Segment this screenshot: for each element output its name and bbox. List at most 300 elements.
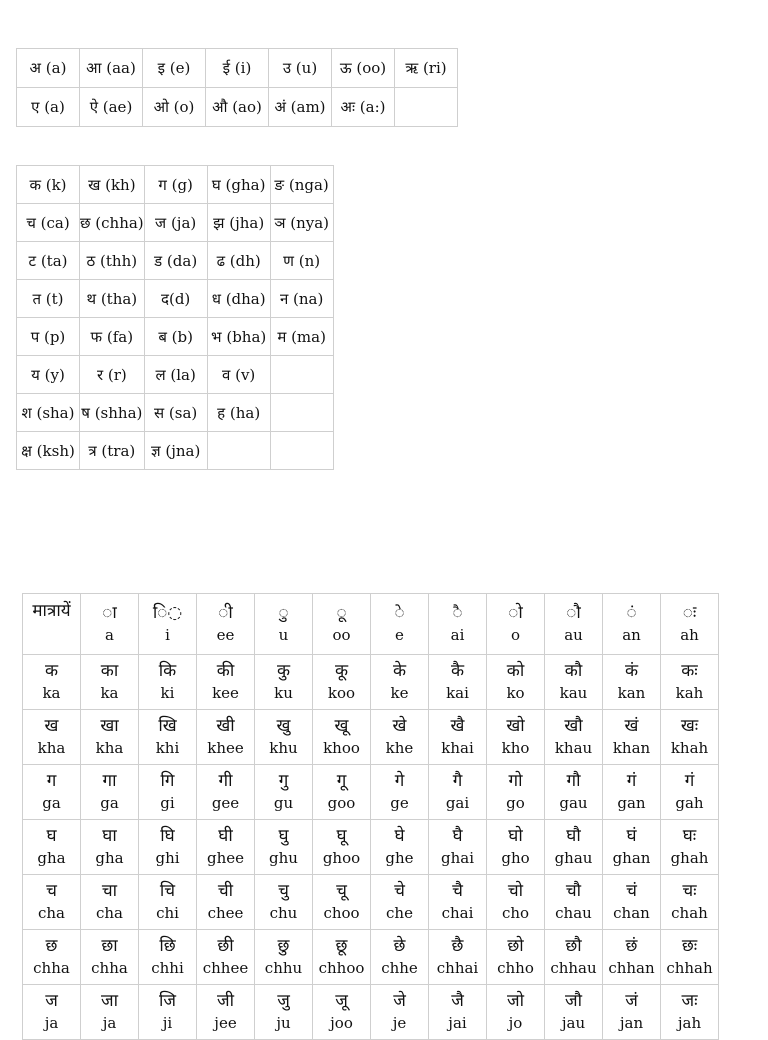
transliteration: goo bbox=[327, 794, 356, 812]
matra-cell bbox=[255, 655, 313, 710]
consonants-cell: ञ (nya) bbox=[270, 204, 333, 242]
devanagari-syllable: गे bbox=[394, 771, 405, 791]
devanagari-syllable: छ bbox=[45, 936, 58, 956]
matra-cell bbox=[255, 875, 313, 930]
vowels-cell: ऊ (oo) bbox=[332, 49, 395, 88]
consonants-row bbox=[17, 318, 334, 356]
matra-latin: o bbox=[510, 626, 521, 644]
vowels-cell: इ (e) bbox=[143, 49, 206, 88]
matra-symbol: ◌ौ bbox=[566, 603, 581, 623]
transliteration: khu bbox=[269, 739, 298, 757]
consonants-cell: ल (la) bbox=[144, 356, 207, 394]
devanagari-syllable: खी bbox=[216, 716, 235, 736]
transliteration: chhai bbox=[436, 959, 479, 977]
vowels-table bbox=[16, 48, 458, 127]
devanagari-syllable: चू bbox=[336, 881, 347, 901]
matra-cell bbox=[255, 985, 313, 1040]
matra-header-cell bbox=[313, 594, 371, 655]
devanagari-syllable: घु bbox=[278, 826, 289, 846]
matra-cell bbox=[429, 710, 487, 765]
consonants-cell bbox=[270, 356, 333, 394]
matra-cell bbox=[23, 930, 81, 985]
matra-latin: ah bbox=[680, 626, 699, 644]
matra-symbol: ◌ू bbox=[336, 603, 347, 623]
consonants-cell: द(d) bbox=[144, 280, 207, 318]
transliteration: kan bbox=[617, 684, 646, 702]
vowels-cell: उ (u) bbox=[269, 49, 332, 88]
devanagari-syllable: कौ bbox=[564, 661, 583, 681]
matra-header-row bbox=[23, 594, 719, 655]
consonants-cell: य (y) bbox=[17, 356, 80, 394]
consonants-cell: त (t) bbox=[17, 280, 80, 318]
transliteration: ghee bbox=[206, 849, 245, 867]
matra-cell bbox=[255, 765, 313, 820]
transliteration: chha bbox=[91, 959, 128, 977]
devanagari-syllable: छं bbox=[625, 936, 638, 956]
consonants-cell: प (p) bbox=[17, 318, 80, 356]
matra-latin: a bbox=[105, 626, 114, 644]
matra-cell bbox=[23, 875, 81, 930]
matra-row bbox=[23, 655, 719, 710]
matra-header-cell bbox=[545, 594, 603, 655]
matra-cell bbox=[139, 875, 197, 930]
transliteration: kah bbox=[675, 684, 704, 702]
devanagari-syllable: छौ bbox=[565, 936, 582, 956]
transliteration: chau bbox=[555, 904, 592, 922]
devanagari-syllable: चा bbox=[101, 881, 118, 901]
devanagari-syllable: छै bbox=[451, 936, 464, 956]
transliteration: ghah bbox=[670, 849, 709, 867]
devanagari-syllable: घी bbox=[218, 826, 233, 846]
matra-cell bbox=[371, 875, 429, 930]
consonants-row bbox=[17, 242, 334, 280]
devanagari-syllable: छे bbox=[393, 936, 406, 956]
devanagari-syllable: खः bbox=[680, 716, 699, 736]
devanagari-syllable: गू bbox=[336, 771, 347, 791]
transliteration: chu bbox=[269, 904, 298, 922]
matra-latin: i bbox=[165, 626, 170, 644]
consonants-row bbox=[17, 394, 334, 432]
transliteration: ga bbox=[100, 794, 119, 812]
devanagari-syllable: गी bbox=[218, 771, 233, 791]
consonants-cell: श (sha) bbox=[17, 394, 80, 432]
transliteration: ga bbox=[42, 794, 61, 812]
consonants-row bbox=[17, 432, 334, 470]
transliteration: ghan bbox=[612, 849, 651, 867]
consonants-cell: व (v) bbox=[207, 356, 270, 394]
matra-cell bbox=[81, 655, 139, 710]
consonants-row bbox=[17, 166, 334, 204]
transliteration: chan bbox=[613, 904, 650, 922]
vowels-cell: अः (a:) bbox=[332, 88, 395, 127]
matra-cell bbox=[23, 710, 81, 765]
consonants-cell: ध (dha) bbox=[207, 280, 270, 318]
matra-cell bbox=[545, 710, 603, 765]
devanagari-syllable: घू bbox=[336, 826, 347, 846]
matra-cell bbox=[661, 820, 719, 875]
transliteration: chai bbox=[441, 904, 474, 922]
matra-symbol: ि◌ bbox=[152, 603, 183, 623]
matra-cell bbox=[197, 820, 255, 875]
vowels-cell: ए (a) bbox=[17, 88, 80, 127]
matra-cell bbox=[197, 985, 255, 1040]
vowels-cell: औ (ao) bbox=[206, 88, 269, 127]
devanagari-syllable: को bbox=[506, 661, 525, 681]
devanagari-syllable: छो bbox=[507, 936, 524, 956]
consonants-cell: ज्ञ (jna) bbox=[144, 432, 207, 470]
matra-cell bbox=[661, 875, 719, 930]
consonants-cell: छ (chha) bbox=[80, 204, 145, 242]
transliteration: ja bbox=[44, 1014, 59, 1032]
vowels-cell: ऐ (ae) bbox=[80, 88, 143, 127]
transliteration: gan bbox=[617, 794, 646, 812]
devanagari-syllable: जं bbox=[625, 991, 638, 1011]
devanagari-syllable: जौ bbox=[564, 991, 583, 1011]
transliteration: ghe bbox=[385, 849, 414, 867]
vowels-row bbox=[17, 49, 458, 88]
transliteration: gu bbox=[273, 794, 294, 812]
matra-cell bbox=[603, 655, 661, 710]
devanagari-syllable: छा bbox=[101, 936, 118, 956]
transliteration: chhu bbox=[264, 959, 303, 977]
matra-cell bbox=[487, 875, 545, 930]
matra-header-cell bbox=[81, 594, 139, 655]
devanagari-syllable: चु bbox=[278, 881, 289, 901]
transliteration: ghi bbox=[155, 849, 180, 867]
devanagari-syllable: गौ bbox=[566, 771, 581, 791]
consonants-cell: ह (ha) bbox=[207, 394, 270, 432]
matra-cell bbox=[661, 710, 719, 765]
devanagari-syllable: चे bbox=[394, 881, 405, 901]
consonants-cell bbox=[207, 432, 270, 470]
matra-cell bbox=[487, 710, 545, 765]
matra-cell bbox=[487, 655, 545, 710]
devanagari-syllable: जै bbox=[451, 991, 464, 1011]
devanagari-syllable: ज bbox=[45, 991, 58, 1011]
matra-cell bbox=[197, 930, 255, 985]
matra-symbol: मात्रायें bbox=[32, 601, 71, 621]
consonants-cell: स (sa) bbox=[144, 394, 207, 432]
transliteration: ju bbox=[276, 1014, 291, 1032]
matra-cell bbox=[371, 820, 429, 875]
devanagari-syllable: गु bbox=[278, 771, 289, 791]
transliteration: ghau bbox=[554, 849, 593, 867]
consonants-cell: ग (g) bbox=[144, 166, 207, 204]
consonants-cell: ख (kh) bbox=[80, 166, 145, 204]
devanagari-syllable: खे bbox=[392, 716, 407, 736]
consonants-cell bbox=[270, 394, 333, 432]
devanagari-syllable: छू bbox=[335, 936, 348, 956]
matra-cell bbox=[371, 765, 429, 820]
matra-cell bbox=[661, 765, 719, 820]
matra-cell bbox=[603, 765, 661, 820]
devanagari-syllable: घः bbox=[682, 826, 697, 846]
vowels-cell: ऋ (ri) bbox=[395, 49, 458, 88]
transliteration: chhoo bbox=[318, 959, 365, 977]
matra-symbol: ◌ो bbox=[508, 603, 523, 623]
devanagari-syllable: छी bbox=[217, 936, 234, 956]
devanagari-syllable: कं bbox=[624, 661, 639, 681]
matra-cell bbox=[81, 710, 139, 765]
devanagari-syllable: छः bbox=[681, 936, 698, 956]
matra-cell bbox=[371, 655, 429, 710]
consonants-cell: ब (b) bbox=[144, 318, 207, 356]
transliteration: gha bbox=[95, 849, 124, 867]
transliteration: go bbox=[506, 794, 525, 812]
transliteration: khah bbox=[670, 739, 709, 757]
transliteration: ji bbox=[162, 1014, 173, 1032]
transliteration: che bbox=[386, 904, 413, 922]
matra-symbol: ◌ः bbox=[682, 603, 697, 623]
consonants-cell: ट (ta) bbox=[17, 242, 80, 280]
transliteration: ko bbox=[506, 684, 525, 702]
consonants-cell: भ (bha) bbox=[207, 318, 270, 356]
devanagari-syllable: गै bbox=[452, 771, 463, 791]
transliteration: khi bbox=[155, 739, 180, 757]
consonants-cell: ण (n) bbox=[270, 242, 333, 280]
matra-latin: u bbox=[278, 626, 289, 644]
matra-cell bbox=[545, 985, 603, 1040]
transliteration: chhi bbox=[151, 959, 184, 977]
matra-header-cell bbox=[23, 594, 81, 655]
matra-cell bbox=[313, 820, 371, 875]
devanagari-syllable: घै bbox=[452, 826, 463, 846]
devanagari-syllable: छि bbox=[159, 936, 176, 956]
matra-cell bbox=[603, 985, 661, 1040]
matra-cell bbox=[545, 930, 603, 985]
matra-latin: oo bbox=[332, 626, 351, 644]
matra-header-cell bbox=[429, 594, 487, 655]
devanagari-syllable: कु bbox=[276, 661, 291, 681]
consonants-cell: न (na) bbox=[270, 280, 333, 318]
consonants-row bbox=[17, 356, 334, 394]
devanagari-syllable: खा bbox=[100, 716, 119, 736]
matra-cell bbox=[661, 655, 719, 710]
devanagari-syllable: घ bbox=[46, 826, 57, 846]
consonants-cell: थ (tha) bbox=[80, 280, 145, 318]
transliteration: ghu bbox=[269, 849, 298, 867]
matra-cell bbox=[255, 710, 313, 765]
transliteration: gha bbox=[37, 849, 66, 867]
transliteration: ghoo bbox=[322, 849, 361, 867]
matra-cell bbox=[197, 655, 255, 710]
matra-cell bbox=[139, 655, 197, 710]
matra-cell bbox=[313, 765, 371, 820]
devanagari-syllable: खै bbox=[450, 716, 465, 736]
matra-cell bbox=[545, 655, 603, 710]
transliteration: ku bbox=[274, 684, 293, 702]
matra-cell bbox=[313, 655, 371, 710]
devanagari-syllable: खि bbox=[158, 716, 177, 736]
devanagari-syllable: खू bbox=[334, 716, 349, 736]
matra-header-cell bbox=[487, 594, 545, 655]
transliteration: kai bbox=[446, 684, 469, 702]
matra-table bbox=[22, 593, 719, 1040]
transliteration: kha bbox=[95, 739, 124, 757]
matra-cell bbox=[487, 765, 545, 820]
matra-row bbox=[23, 985, 719, 1040]
devanagari-syllable: ख bbox=[44, 716, 59, 736]
devanagari-syllable: ग bbox=[46, 771, 57, 791]
matra-cell bbox=[545, 875, 603, 930]
transliteration: je bbox=[392, 1014, 407, 1032]
matra-cell bbox=[545, 765, 603, 820]
vowels-cell: ई (i) bbox=[206, 49, 269, 88]
matra-cell bbox=[139, 930, 197, 985]
matra-cell bbox=[81, 985, 139, 1040]
matra-cell bbox=[23, 820, 81, 875]
transliteration: chho bbox=[497, 959, 534, 977]
devanagari-syllable: जो bbox=[506, 991, 525, 1011]
transliteration: cha bbox=[37, 904, 65, 922]
consonants-cell: फ (fa) bbox=[80, 318, 145, 356]
transliteration: ja bbox=[102, 1014, 117, 1032]
transliteration: gau bbox=[559, 794, 588, 812]
consonants-cell: झ (jha) bbox=[207, 204, 270, 242]
devanagari-syllable: चं bbox=[626, 881, 637, 901]
devanagari-syllable: खु bbox=[276, 716, 291, 736]
matra-cell bbox=[487, 930, 545, 985]
vowels-cell: आ (aa) bbox=[80, 49, 143, 88]
matra-header-cell bbox=[661, 594, 719, 655]
matra-latin: an bbox=[622, 626, 641, 644]
consonants-cell: ज (ja) bbox=[144, 204, 207, 242]
matra-cell bbox=[371, 985, 429, 1040]
vowels-cell: ओ (o) bbox=[143, 88, 206, 127]
transliteration: chi bbox=[156, 904, 179, 922]
matra-cell bbox=[81, 930, 139, 985]
transliteration: ke bbox=[390, 684, 409, 702]
devanagari-syllable: चौ bbox=[565, 881, 582, 901]
transliteration: khee bbox=[207, 739, 244, 757]
vowels-cell bbox=[395, 88, 458, 127]
devanagari-syllable: जा bbox=[100, 991, 119, 1011]
consonants-cell: घ (gha) bbox=[207, 166, 270, 204]
transliteration: chhee bbox=[202, 959, 249, 977]
transliteration: chha bbox=[33, 959, 70, 977]
matra-row bbox=[23, 710, 719, 765]
transliteration: chhe bbox=[381, 959, 418, 977]
matra-cell bbox=[313, 985, 371, 1040]
consonants-cell: क्ष (ksh) bbox=[17, 432, 80, 470]
matra-latin: e bbox=[395, 626, 404, 644]
matra-cell bbox=[313, 710, 371, 765]
matra-cell bbox=[139, 820, 197, 875]
transliteration: gho bbox=[501, 849, 530, 867]
consonants-cell: ढ (dh) bbox=[207, 242, 270, 280]
devanagari-syllable: कै bbox=[450, 661, 465, 681]
devanagari-syllable: खौ bbox=[564, 716, 583, 736]
transliteration: kha bbox=[37, 739, 66, 757]
consonants-cell: ठ (thh) bbox=[80, 242, 145, 280]
devanagari-syllable: घौ bbox=[566, 826, 581, 846]
transliteration: ge bbox=[390, 794, 409, 812]
matra-cell bbox=[197, 710, 255, 765]
matra-cell bbox=[81, 820, 139, 875]
matra-cell bbox=[429, 655, 487, 710]
devanagari-syllable: चै bbox=[452, 881, 463, 901]
matra-cell bbox=[313, 875, 371, 930]
matra-symbol: ◌ं bbox=[626, 603, 637, 623]
matra-header-cell bbox=[255, 594, 313, 655]
transliteration: khoo bbox=[323, 739, 360, 757]
devanagari-syllable: घो bbox=[508, 826, 523, 846]
transliteration: koo bbox=[327, 684, 356, 702]
transliteration: ka bbox=[100, 684, 119, 702]
transliteration: gah bbox=[675, 794, 704, 812]
matra-symbol: ◌ा bbox=[102, 603, 117, 623]
matra-row bbox=[23, 765, 719, 820]
transliteration: cha bbox=[95, 904, 123, 922]
transliteration: jai bbox=[448, 1014, 467, 1032]
matra-header-cell bbox=[371, 594, 429, 655]
devanagari-syllable: च bbox=[46, 881, 57, 901]
matra-cell bbox=[603, 930, 661, 985]
transliteration: jan bbox=[619, 1014, 644, 1032]
matra-cell bbox=[139, 765, 197, 820]
matra-cell bbox=[487, 820, 545, 875]
devanagari-syllable: जि bbox=[158, 991, 177, 1011]
devanagari-syllable: जे bbox=[393, 991, 406, 1011]
consonants-cell bbox=[270, 432, 333, 470]
matra-cell bbox=[23, 985, 81, 1040]
consonants-row bbox=[17, 280, 334, 318]
consonants-cell: ड (da) bbox=[144, 242, 207, 280]
matra-symbol: ◌ी bbox=[218, 603, 233, 623]
matra-cell bbox=[429, 765, 487, 820]
matra-cell bbox=[81, 875, 139, 930]
transliteration: ka bbox=[42, 684, 61, 702]
devanagari-syllable: खं bbox=[624, 716, 639, 736]
matra-cell bbox=[487, 985, 545, 1040]
matra-symbol: ◌ै bbox=[452, 603, 463, 623]
transliteration: khan bbox=[612, 739, 651, 757]
matra-latin: ai bbox=[450, 626, 465, 644]
devanagari-syllable: कि bbox=[158, 661, 177, 681]
matra-row bbox=[23, 875, 719, 930]
transliteration: gee bbox=[211, 794, 240, 812]
transliteration: jah bbox=[677, 1014, 702, 1032]
vowels-cell: अं (am) bbox=[269, 88, 332, 127]
matra-cell bbox=[429, 930, 487, 985]
matra-cell bbox=[429, 985, 487, 1040]
transliteration: gi bbox=[160, 794, 175, 812]
consonants-cell: ङ (nga) bbox=[270, 166, 333, 204]
devanagari-syllable: घं bbox=[626, 826, 637, 846]
devanagari-syllable: घे bbox=[394, 826, 405, 846]
consonants-cell: र (r) bbox=[80, 356, 145, 394]
transliteration: chee bbox=[207, 904, 244, 922]
vowels-row bbox=[17, 88, 458, 127]
matra-cell bbox=[603, 820, 661, 875]
matra-symbol: ◌ु bbox=[278, 603, 289, 623]
matra-cell bbox=[139, 710, 197, 765]
transliteration: kho bbox=[501, 739, 530, 757]
matra-header-cell bbox=[603, 594, 661, 655]
devanagari-syllable: कः bbox=[681, 661, 698, 681]
matra-row bbox=[23, 930, 719, 985]
transliteration: cho bbox=[501, 904, 530, 922]
transliteration: chhah bbox=[666, 959, 713, 977]
matra-symbol: ◌े bbox=[394, 603, 405, 623]
devanagari-syllable: गं bbox=[626, 771, 637, 791]
matra-header-cell bbox=[139, 594, 197, 655]
devanagari-syllable: की bbox=[216, 661, 235, 681]
matra-cell bbox=[371, 710, 429, 765]
transliteration: jee bbox=[214, 1014, 237, 1032]
devanagari-syllable: गं bbox=[684, 771, 695, 791]
transliteration: kau bbox=[559, 684, 588, 702]
